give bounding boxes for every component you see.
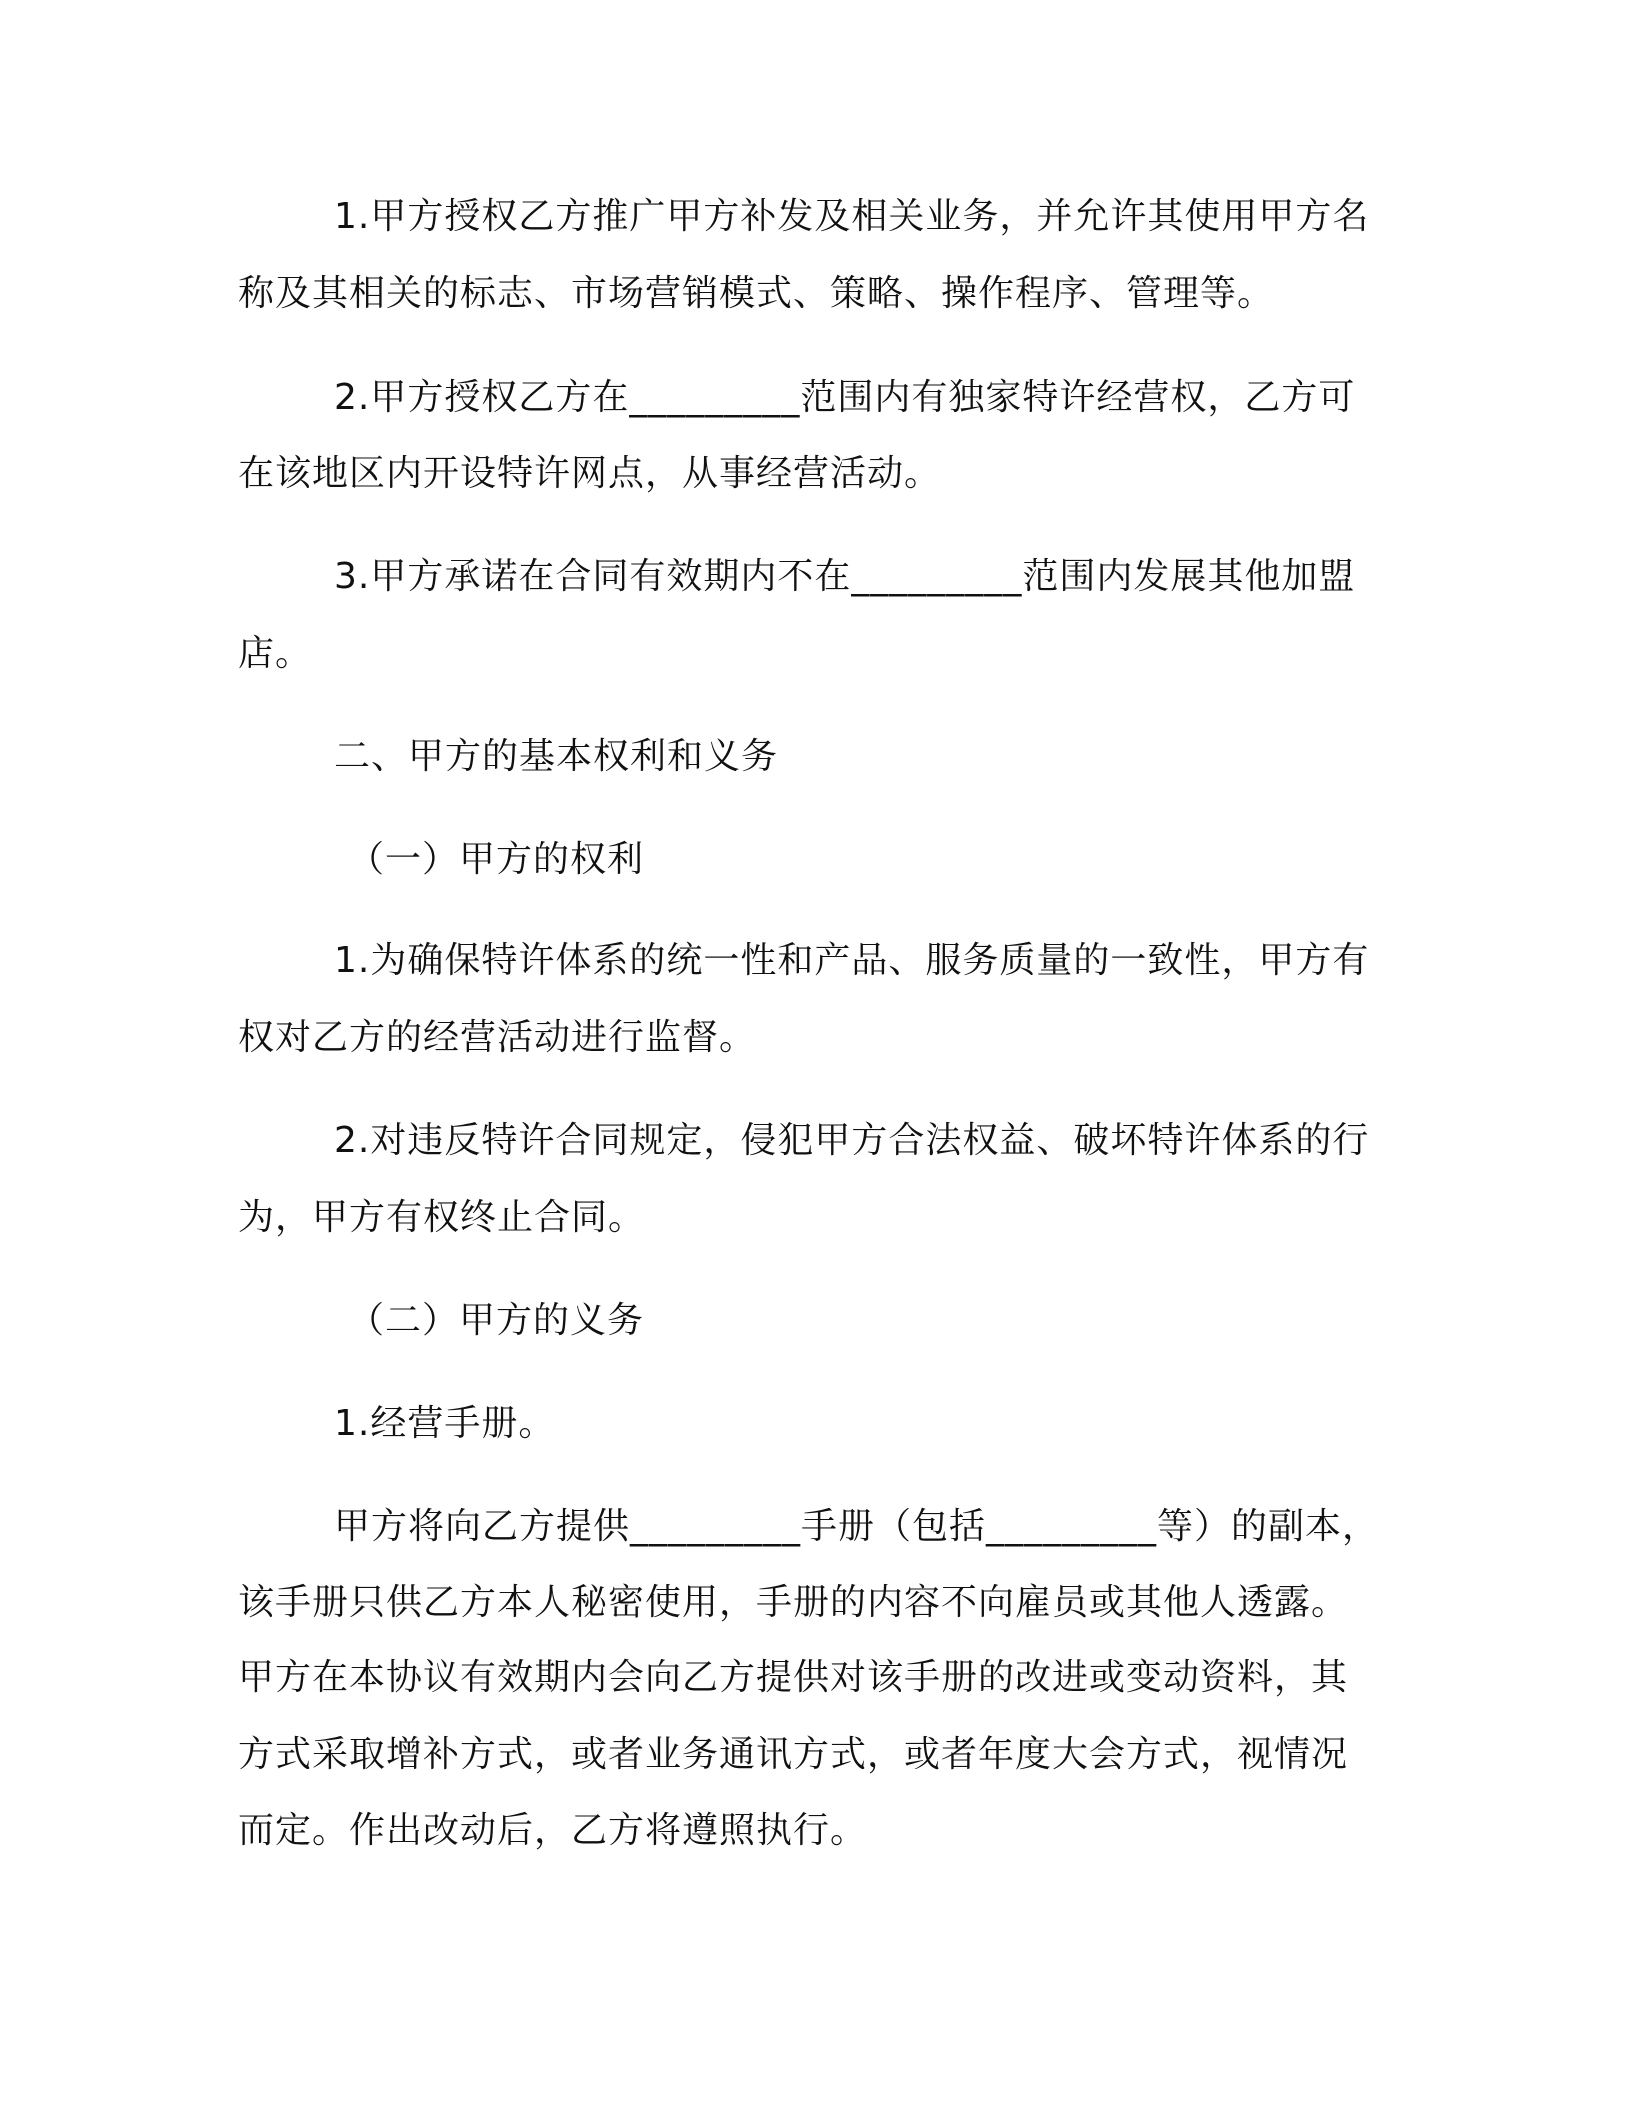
subsection-obligations-heading: （二）甲方的义务 — [348, 1300, 645, 1341]
clause-2-line-2: 在该地区内开设特许网点，从事经营活动。 — [238, 453, 942, 494]
obligation-1-heading: 1.经营手册。 — [334, 1403, 556, 1444]
rights-1-line-2: 权对乙方的经营活动进行监督。 — [238, 1017, 757, 1058]
clause-1-line-2: 称及其相关的标志、市场营销模式、策略、操作程序、管理等。 — [238, 273, 1275, 314]
rights-2-line-2: 为，甲方有权终止合同。 — [238, 1197, 646, 1238]
manual-paragraph-line-2: 该手册只供乙方本人秘密使用，手册的内容不向雇员或其他人透露。 — [238, 1582, 1349, 1623]
clause-2-line-1: 2.甲方授权乙方在_________范围内有独家特许经营权，乙方可 — [334, 377, 1356, 418]
manual-paragraph-line-5: 而定。作出改动后，乙方将遵照执行。 — [238, 1810, 868, 1851]
clause-3-line-2: 店。 — [238, 633, 313, 674]
rights-2-line-1: 2.对违反特许合同规定，侵犯甲方合法权益、破坏特许体系的行 — [334, 1120, 1370, 1161]
clause-3-line-1: 3.甲方承诺在合同有效期内不在_________范围内发展其他加盟 — [334, 556, 1356, 597]
section-heading: 二、甲方的基本权利和义务 — [334, 736, 779, 777]
rights-1-line-1: 1.为确保特许体系的统一性和产品、服务质量的一致性，甲方有 — [334, 940, 1370, 981]
subsection-rights-heading: （一）甲方的权利 — [348, 839, 645, 880]
manual-paragraph-line-1: 甲方将向乙方提供_________手册（包括_________等）的副本， — [334, 1506, 1380, 1547]
clause-1-line-1: 1.甲方授权乙方推广甲方补发及相关业务，并允许其使用甲方名 — [334, 196, 1370, 237]
manual-paragraph-line-3: 甲方在本协议有效期内会向乙方提供对该手册的改进或变动资料，其 — [238, 1657, 1349, 1698]
manual-paragraph-line-4: 方式采取增补方式，或者业务通讯方式，或者年度大会方式，视情况 — [238, 1734, 1349, 1775]
